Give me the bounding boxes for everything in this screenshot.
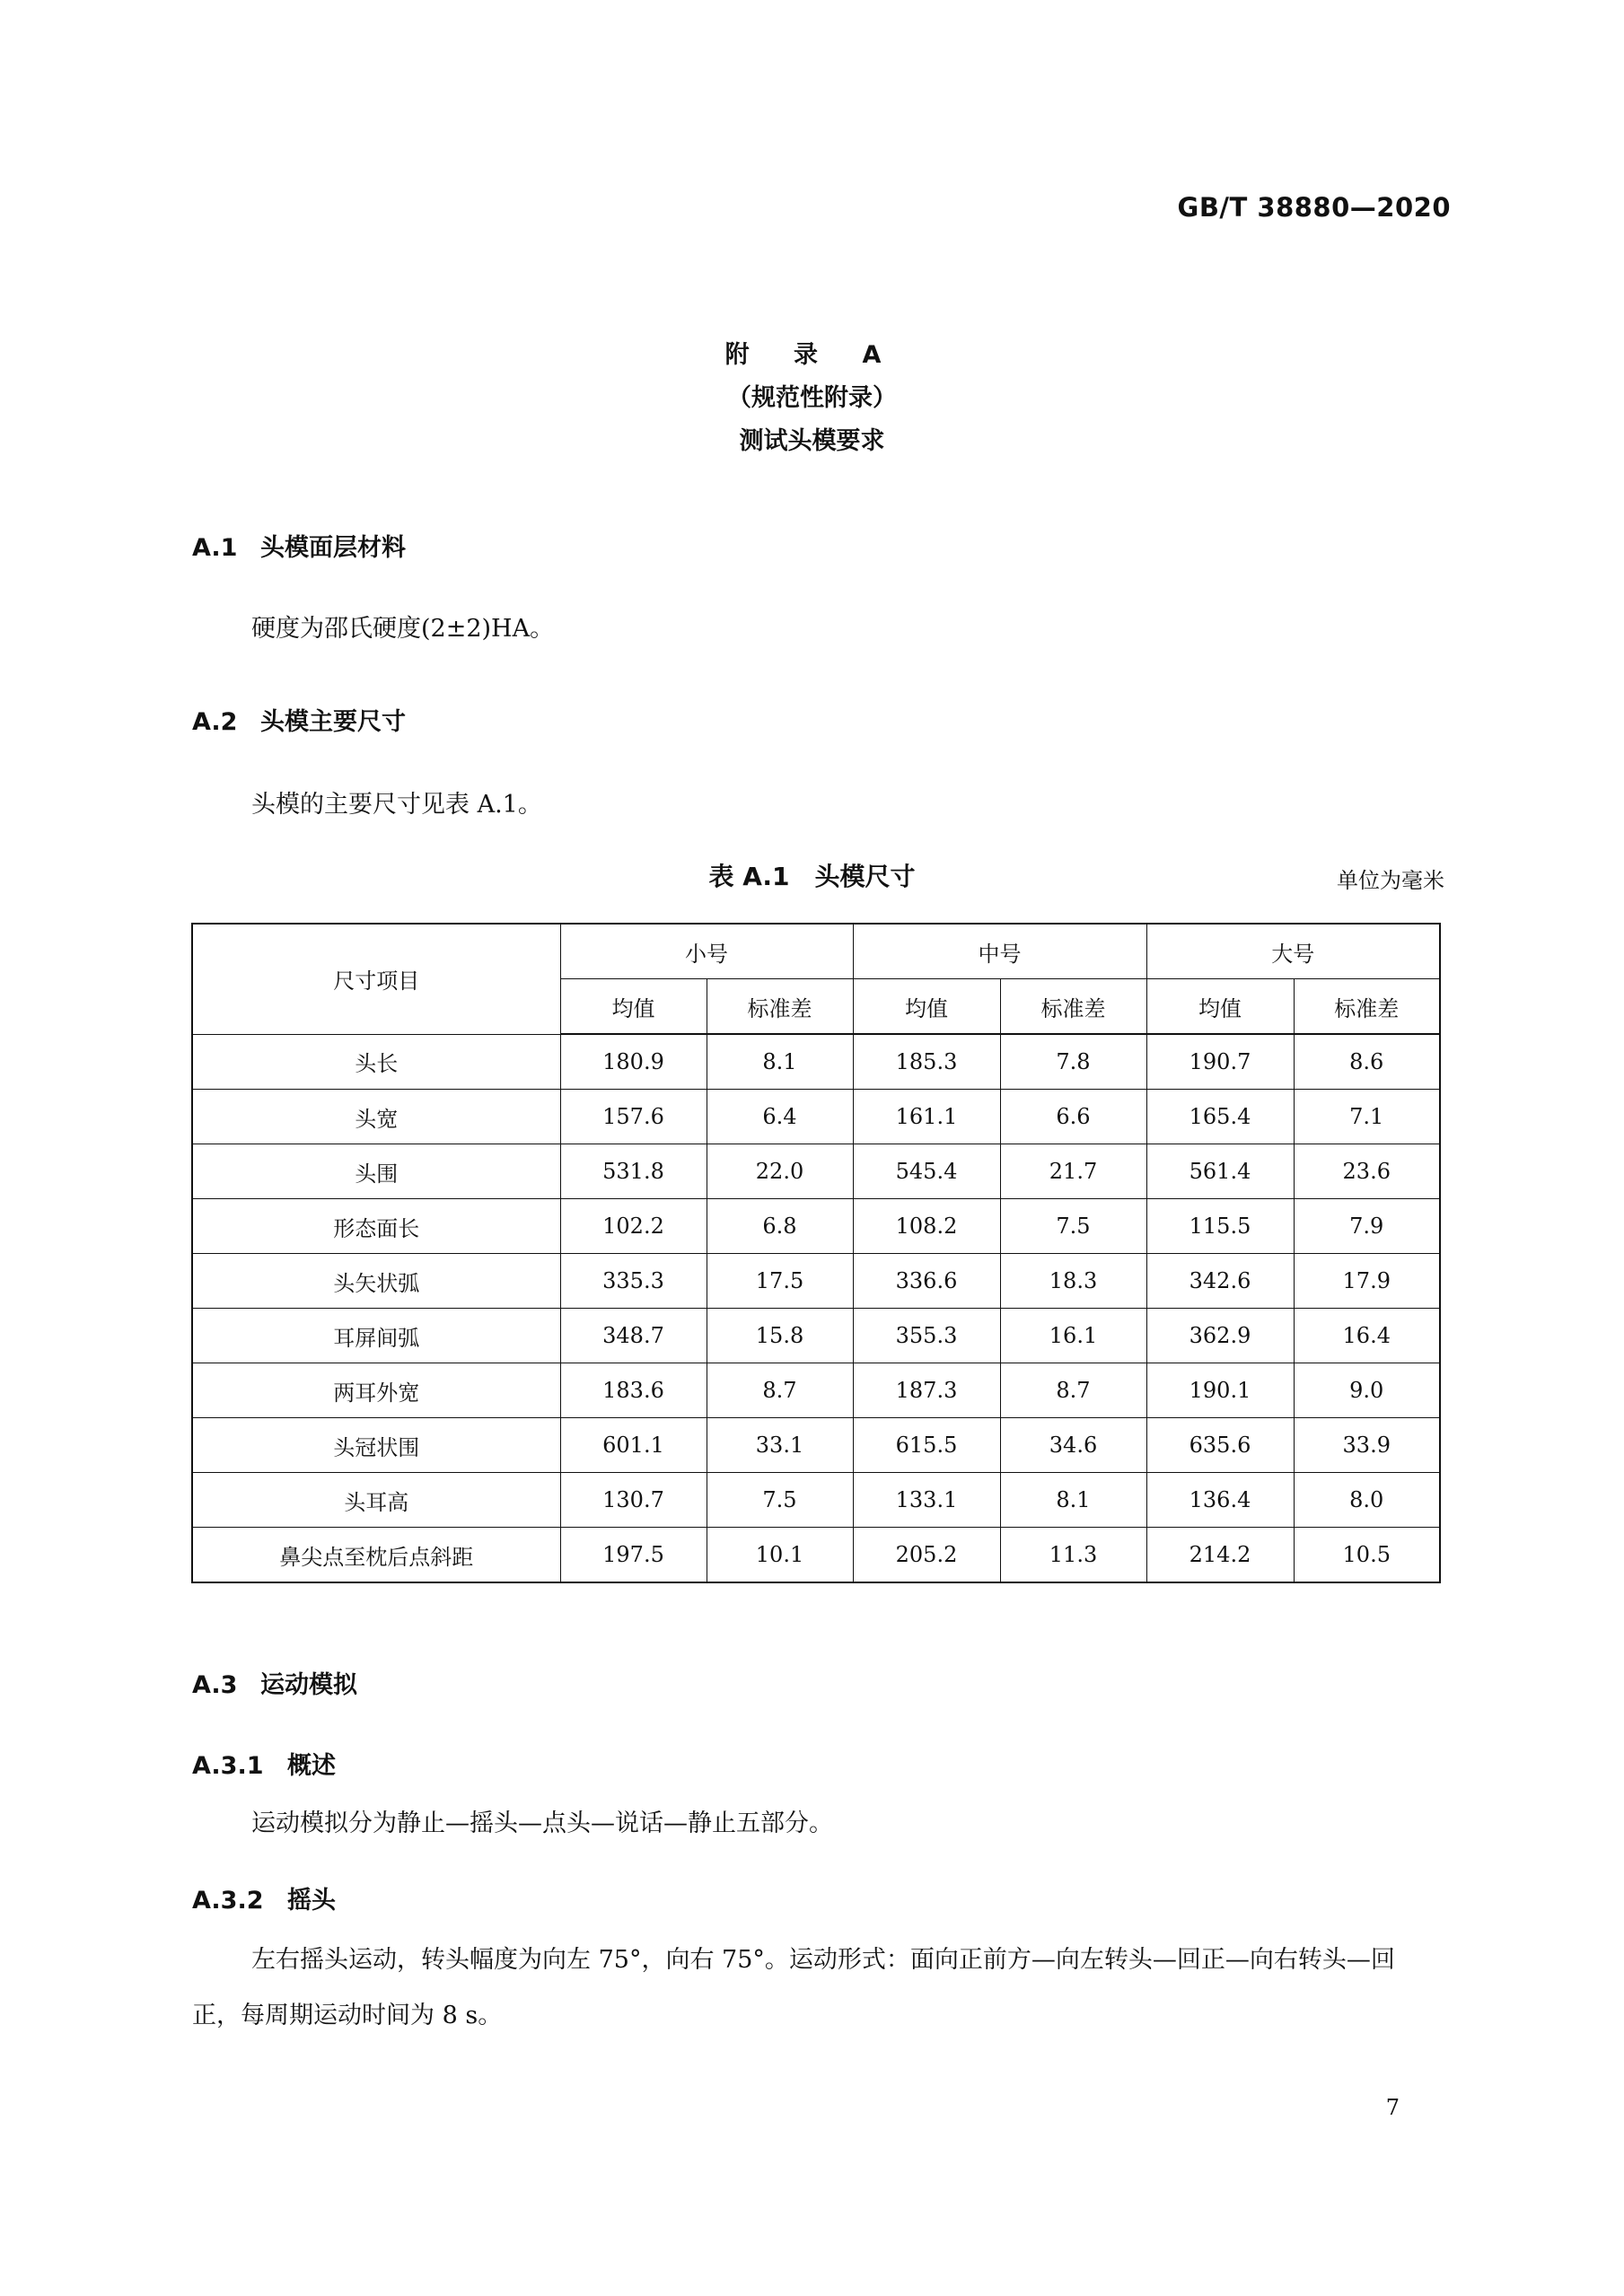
section-a1-heading [192,528,406,563]
mean-value-cell: 115.5 [1146,1199,1294,1254]
section-number: A.3.2 [192,1887,264,1915]
dimension-item-cell: 耳屏间弧 [192,1309,560,1363]
header-group-medium: 中号 [853,924,1146,979]
annex-heading [0,334,1624,463]
mean-value-cell: 362.9 [1146,1309,1294,1363]
std-dev-value-cell: 8.1 [1000,1473,1146,1528]
annex-title: 附 录 A [724,341,900,369]
mean-value-cell: 183.6 [560,1363,707,1418]
mean-value-cell: 601.1 [560,1418,707,1473]
section-title: 运动模拟 [260,1671,357,1699]
dimension-item-cell: 头冠状围 [192,1418,560,1473]
table-row [192,1309,1440,1363]
mean-value-cell: 102.2 [560,1199,707,1254]
std-dev-value-cell: 16.4 [1294,1309,1440,1363]
std-dev-value-cell: 6.4 [707,1090,853,1144]
mean-value-cell: 615.5 [853,1418,1000,1473]
section-title: 头模主要尺寸 [260,708,406,736]
dimension-item-cell: 鼻尖点至枕后点斜距 [192,1528,560,1583]
std-dev-value-cell: 8.6 [1294,1034,1440,1090]
std-dev-value-cell: 18.3 [1000,1254,1146,1309]
mean-value-cell: 214.2 [1146,1528,1294,1583]
dimension-item-cell: 头围 [192,1144,560,1199]
table-body [192,1034,1440,1582]
header-mean: 均值 [560,979,707,1035]
section-a31-text: 运动模拟分为静止—摇头—点头—说话—静止五部分。 [251,1810,833,1837]
table-row [192,1034,1440,1090]
std-dev-value-cell: 33.1 [707,1418,853,1473]
mean-value-cell: 180.9 [560,1034,707,1090]
section-title: 概述 [287,1752,336,1780]
mean-value-cell: 348.7 [560,1309,707,1363]
mean-value-cell: 165.4 [1146,1090,1294,1144]
std-dev-value-cell: 7.5 [707,1473,853,1528]
mean-value-cell: 197.5 [560,1528,707,1583]
std-dev-value-cell: 7.1 [1294,1090,1440,1144]
table-unit-note: 单位为毫米 [1337,868,1444,893]
header-group-small: 小号 [560,924,853,979]
mean-value-cell: 635.6 [1146,1418,1294,1473]
std-dev-value-cell: 8.0 [1294,1473,1440,1528]
std-dev-value-cell: 17.5 [707,1254,853,1309]
header-std-dev: 标准差 [707,979,853,1035]
section-a31-heading [192,1746,336,1781]
mean-value-cell: 161.1 [853,1090,1000,1144]
dimension-item-cell: 头长 [192,1034,560,1090]
page-number: 7 [1385,2095,1400,2120]
std-dev-value-cell: 22.0 [707,1144,853,1199]
table-row [192,1199,1440,1254]
head-dimensions-table [191,923,1441,1583]
table-row [192,1418,1440,1473]
header-std-dev: 标准差 [1000,979,1146,1035]
section-a2-text: 头模的主要尺寸见表 A.1。 [251,791,542,819]
std-dev-value-cell: 16.1 [1000,1309,1146,1363]
mean-value-cell: 185.3 [853,1034,1000,1090]
mean-value-cell: 190.1 [1146,1363,1294,1418]
mean-value-cell: 335.3 [560,1254,707,1309]
mean-value-cell: 108.2 [853,1199,1000,1254]
mean-value-cell: 336.6 [853,1254,1000,1309]
table-row [192,1363,1440,1418]
mean-value-cell: 187.3 [853,1363,1000,1418]
mean-value-cell: 157.6 [560,1090,707,1144]
mean-value-cell: 531.8 [560,1144,707,1199]
section-title: 头模面层材料 [260,534,406,562]
dimension-item-cell: 头耳高 [192,1473,560,1528]
table-caption: 表 A.1 头模尺寸 [708,862,916,891]
mean-value-cell: 133.1 [853,1473,1000,1528]
header-mean: 均值 [853,979,1000,1035]
mean-value-cell: 130.7 [560,1473,707,1528]
dimension-item-cell: 头矢状弧 [192,1254,560,1309]
dimension-item-cell: 形态面长 [192,1199,560,1254]
std-dev-value-cell: 21.7 [1000,1144,1146,1199]
dimension-item-cell: 头宽 [192,1090,560,1144]
std-dev-value-cell: 10.5 [1294,1528,1440,1583]
header-dimension-item: 尺寸项目 [192,924,560,1034]
std-dev-value-cell: 7.9 [1294,1199,1440,1254]
std-dev-value-cell: 34.6 [1000,1418,1146,1473]
mean-value-cell: 355.3 [853,1309,1000,1363]
section-a32-text: 左右摇头运动，转头幅度为向左 75°，向右 75°。运动形式：面向正前方—向左转头—回正—向右转头—回正，每周期运动时间为 8 s。 [192,1946,1395,2029]
mean-value-cell: 190.7 [1146,1034,1294,1090]
std-dev-value-cell: 23.6 [1294,1144,1440,1199]
section-a2-heading [192,702,406,737]
section-number: A.2 [192,708,238,736]
mean-value-cell: 205.2 [853,1528,1000,1583]
annex-type: （规范性附录） [727,384,897,412]
std-dev-value-cell: 8.7 [707,1363,853,1418]
mean-value-cell: 545.4 [853,1144,1000,1199]
table-row [192,1473,1440,1528]
standard-number: GB/T 38880—2020 [1177,192,1451,223]
table-row [192,1144,1440,1199]
mean-value-cell: 136.4 [1146,1473,1294,1528]
std-dev-value-cell: 8.7 [1000,1363,1146,1418]
section-a1-text: 硬度为邵氏硬度(2±2)HA。 [251,615,555,643]
header-mean: 均值 [1146,979,1294,1035]
table-row [192,1528,1440,1583]
std-dev-value-cell: 17.9 [1294,1254,1440,1309]
annex-name: 测试头模要求 [739,427,885,455]
header-group-large: 大号 [1146,924,1440,979]
section-a32-heading [192,1880,336,1915]
section-a3-heading [192,1665,357,1700]
std-dev-value-cell: 7.5 [1000,1199,1146,1254]
section-number: A.1 [192,534,238,562]
section-number: A.3.1 [192,1752,264,1780]
table-row [192,1090,1440,1144]
section-number: A.3 [192,1671,238,1699]
std-dev-value-cell: 9.0 [1294,1363,1440,1418]
std-dev-value-cell: 33.9 [1294,1418,1440,1473]
std-dev-value-cell: 7.8 [1000,1034,1146,1090]
std-dev-value-cell: 8.1 [707,1034,853,1090]
std-dev-value-cell: 11.3 [1000,1528,1146,1583]
std-dev-value-cell: 15.8 [707,1309,853,1363]
section-title: 摇头 [287,1887,336,1915]
mean-value-cell: 342.6 [1146,1254,1294,1309]
dimension-item-cell: 两耳外宽 [192,1363,560,1418]
mean-value-cell: 561.4 [1146,1144,1294,1199]
std-dev-value-cell: 10.1 [707,1528,853,1583]
std-dev-value-cell: 6.6 [1000,1090,1146,1144]
std-dev-value-cell: 6.8 [707,1199,853,1254]
table-row [192,1254,1440,1309]
header-std-dev: 标准差 [1294,979,1440,1035]
